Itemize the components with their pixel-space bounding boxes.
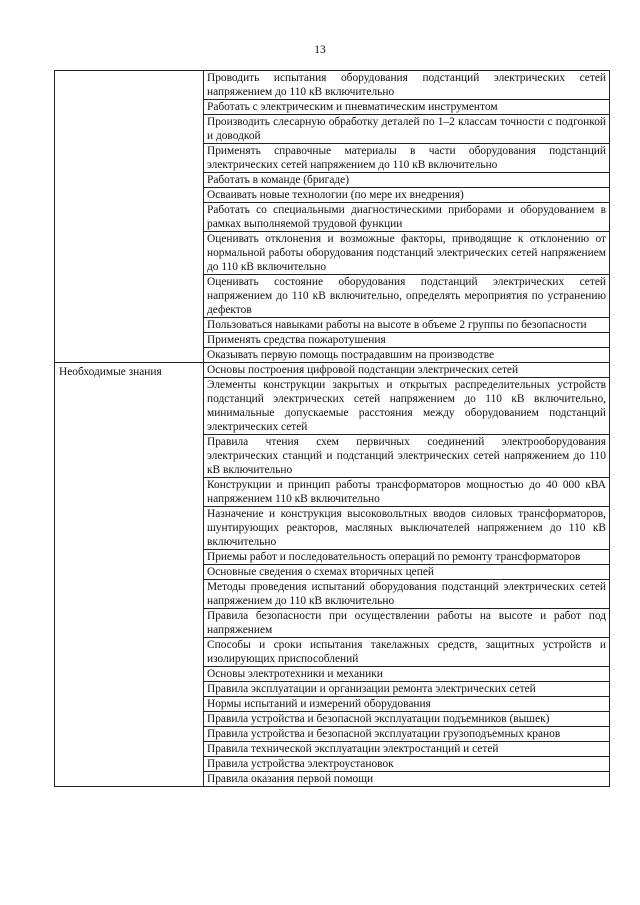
list-item: Основы построения цифровой подстанции электрических сетей xyxy=(207,364,519,376)
list-item: Проводить испытания оборудования подстанций электрических сетей напряжением до 110 кВ включительно xyxy=(207,72,606,98)
list-item: Приемы работ и последовательность операций по ремонту трансформаторов xyxy=(204,549,609,564)
list-item: Оценивать отклонения и возможные факторы, приводящие к отклонению от нормальной работы оборудования подстанций электрических сетей напряжением до 110 кВ включительно xyxy=(204,231,609,274)
list-item: Элементы конструкции закрытых и открытых распределительных устройств подстанций электрических сетей напряжением до 110 кВ включительно, минимальные допускаемые расстояния между оборудованием подстанций электрических сетей xyxy=(204,377,609,434)
list-item: Правила безопасности при осуществлении работы на высоте и работ под напряжением xyxy=(204,608,609,637)
list-item: Правила эксплуатации и организации ремонта электрических сетей xyxy=(204,681,609,696)
list-item: Конструкции и принцип работы трансформаторов мощностью до 40 000 кВА напряжением 110 кВ включительно xyxy=(204,477,609,506)
list-item: Правила оказания первой помощи xyxy=(204,771,609,786)
list-item: Работать со специальными диагностическими приборами и оборудованием в рамках выполняемой трудовой функции xyxy=(204,202,609,231)
list-item: Применять средства пожаротушения xyxy=(204,332,609,347)
list-item: Работать с электрическим и пневматическим инструментом xyxy=(204,99,609,114)
list-item: Правила технической эксплуатации электростанций и сетей xyxy=(204,741,609,756)
list-item: Применять справочные материалы в части оборудования подстанций электрических сетей напряжением до 110 кВ включительно xyxy=(204,143,609,172)
list-item: Правила устройства электроустановок xyxy=(204,756,609,771)
list-item: Правила устройства и безопасной эксплуатации грузоподъемных кранов xyxy=(204,726,609,741)
requirements-table xyxy=(54,70,610,787)
list-item: Способы и сроки испытания такелажных средств, защитных устройств и изолирующих приспособлений xyxy=(204,637,609,666)
section-items xyxy=(204,71,610,363)
section-label: Необходимые знания xyxy=(55,363,204,787)
list-item: Оценивать состояние оборудования подстанций электрических сетей напряжением до 110 кВ включительно, определять мероприятия по устранению дефектов xyxy=(204,274,609,317)
list-item: Производить слесарную обработку деталей по 1–2 классам точности с подгонкой и доводкой xyxy=(204,114,609,143)
list-item: Нормы испытаний и измерений оборудования xyxy=(204,696,609,711)
list-item: Методы проведения испытаний оборудования подстанций электрических сетей напряжением до 110 кВ включительно xyxy=(204,579,609,608)
list-item: Осваивать новые технологии (по мере их внедрения) xyxy=(204,187,609,202)
section-items xyxy=(204,363,610,787)
list-item: Оказывать первую помощь пострадавшим на производстве xyxy=(204,347,609,362)
list-item: Основные сведения о схемах вторичных цепей xyxy=(204,564,609,579)
list-item: Правила чтения схем первичных соединений электрооборудования электрических станций и подстанций электрических сетей напряжением до 110 кВ включительно xyxy=(204,434,609,477)
list-item: Назначение и конструкция высоковольтных вводов силовых трансформаторов, шунтирующих реакторов, масляных выключателей напряжением до 110 кВ включительно xyxy=(204,506,609,549)
list-item: Основы электротехники и механики xyxy=(204,666,609,681)
table-section-row xyxy=(55,71,610,363)
list-item: Пользоваться навыками работы на высоте в объеме 2 группы по безопасности xyxy=(204,317,609,332)
section-label xyxy=(55,71,204,363)
table-section-row xyxy=(55,363,610,787)
page-number: 13 xyxy=(314,44,326,56)
list-item: Работать в команде (бригаде) xyxy=(204,172,609,187)
list-item: Правила устройства и безопасной эксплуатации подъемников (вышек) xyxy=(204,711,609,726)
